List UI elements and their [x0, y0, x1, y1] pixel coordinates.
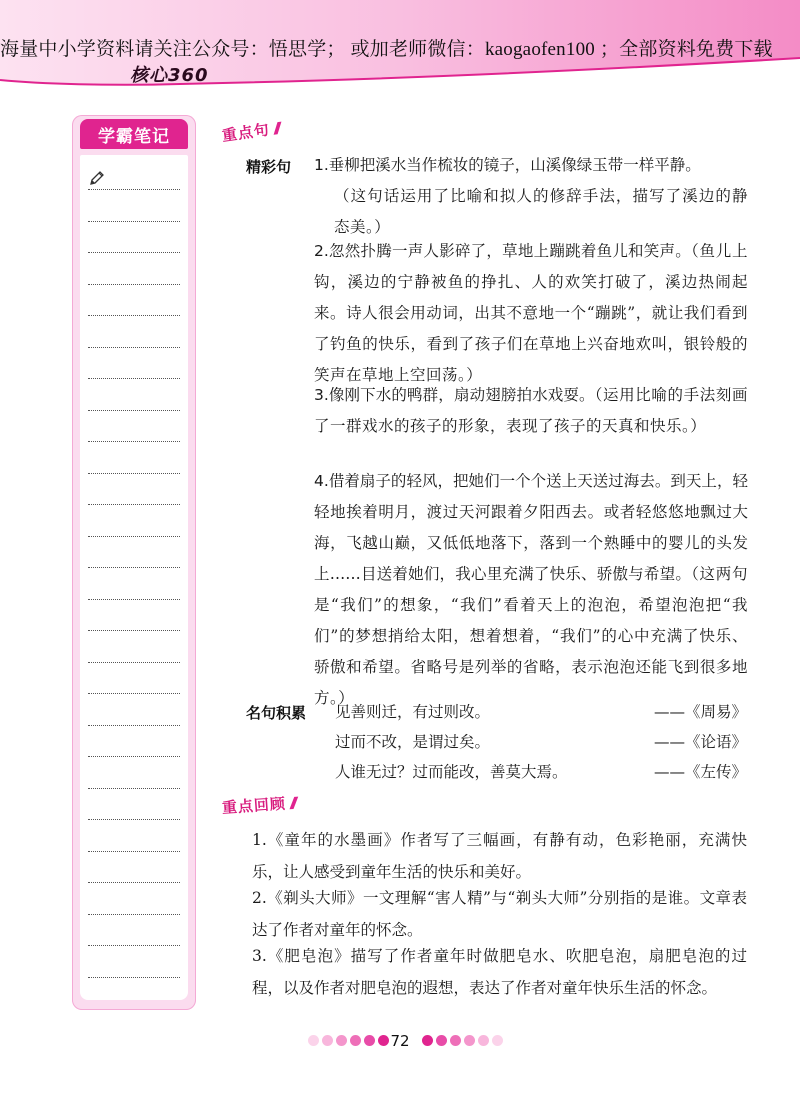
key-sentence-3-note: （运用比喻的手法刻画了一群戏水的孩子的形象，表现了孩子的天真和快乐。）: [314, 386, 748, 435]
review-item-1: [252, 824, 747, 888]
quote-row: [335, 700, 747, 730]
footer: [0, 1030, 800, 1054]
key-sentence-3-text: 像刚下水的鸭群，扇动翅膀拍水戏耍。: [328, 386, 595, 404]
note-line: [88, 473, 180, 474]
pencil-icon: [88, 169, 106, 187]
key-sentence-1-num: 1.: [314, 156, 329, 174]
section-heading-review: 重点回顾: [221, 792, 296, 818]
note-line: [88, 851, 180, 852]
note-line: [88, 977, 180, 978]
note-line: [88, 536, 180, 537]
note-line: [88, 567, 180, 568]
key-sentence-4-note: （这两句是“我们”的想象，“我们”看着天上的泡泡，希望泡泡把“我们”的梦想捎给太阳，想着想着，“我们”的心中充满了快乐、骄傲和希望。省略号是列举的省略，表示泡泡还能飞到很多地方。）: [314, 565, 748, 707]
note-line: [88, 599, 180, 600]
review-item-3-text: 《肥皂泡》描写了作者童年时做肥皂水、吹肥皂泡，扇肥皂泡的过程，以及作者对肥皂泡的遐想，表达了作者对童年快乐生活的怀念。: [252, 947, 747, 997]
page-number: 72: [390, 1032, 410, 1050]
note-line: [88, 819, 180, 820]
note-line: [88, 221, 180, 222]
footer-dot: [492, 1035, 503, 1046]
note-line: [88, 441, 180, 442]
notes-panel: [72, 115, 196, 1010]
label-famous-quotes: 名句积累: [246, 704, 307, 722]
key-sentence-2-text: 忽然扑腾一声人影碎了，草地上蹦跳着鱼儿和笑声。: [328, 242, 692, 260]
brand-logo: 核心360: [130, 65, 209, 86]
footer-dot: [422, 1035, 433, 1046]
key-sentence-1-note: （这句话运用了比喻和拟人的修辞手法，描写了溪边的静态美。）: [334, 187, 748, 236]
note-line: [88, 662, 180, 663]
note-line: [88, 252, 180, 253]
quote-source: ——《周易》: [653, 703, 747, 721]
key-sentence-3-num: 3.: [314, 386, 329, 404]
note-line: [88, 630, 180, 631]
review-item-3: [252, 940, 747, 1004]
note-line: [88, 882, 180, 883]
note-line: [88, 315, 180, 316]
note-line: [88, 788, 180, 789]
key-sentence-2-num: 2.: [314, 242, 329, 260]
note-line: [88, 725, 180, 726]
quote-row: [335, 730, 747, 760]
quote-row: [335, 760, 747, 790]
note-line: [88, 378, 180, 379]
note-line: [88, 693, 180, 694]
notes-title-box: [80, 119, 188, 149]
quote-source: ——《论语》: [653, 733, 747, 751]
footer-dot: [478, 1035, 489, 1046]
note-line: [88, 504, 180, 505]
key-sentence-4-text: 借着扇子的轻风，把她们一个个送上天送过海去。到天上，轻轻地挨着明月，渡过天河跟着夕阳西去。或者轻悠悠地飘过大海，飞越山巅，又低低地落下，落到一个熟睡中的婴儿的头发上……目送着她们，我心里充满了快乐、骄傲与希望。: [314, 472, 748, 583]
notes-title: 学霸笔记: [98, 127, 170, 147]
key-sentence-2-note: （鱼儿上钩，溪边的宁静被鱼的挣扎、人的欢笑打破了，溪边热闹起来。诗人很会用动词，出其不意地一个“蹦跳”，就让我们看到了钓鱼的快乐，看到了孩子们在草地上兴奋地欢叫，银铃般的笑声在草地上空回荡。）: [314, 242, 748, 384]
footer-dot: [464, 1035, 475, 1046]
note-line: [88, 347, 180, 348]
quote-text: 人谁无过？过而能改，善莫大焉。: [335, 763, 568, 781]
key-sentence-2: [314, 236, 748, 391]
notes-paper: [80, 155, 188, 1000]
review-item-2: [252, 882, 747, 946]
label-excellent-sentences: 精彩句: [246, 158, 292, 176]
key-sentence-4-num: 4.: [314, 472, 329, 490]
note-line: [88, 410, 180, 411]
footer-dot: [436, 1035, 447, 1046]
note-line: [88, 756, 180, 757]
section-heading-key-sentences: 重点句: [221, 117, 281, 146]
key-sentence-1: [314, 150, 748, 243]
review-item-3-num: 3.: [252, 947, 267, 965]
review-item-1-num: 1.: [252, 831, 267, 849]
key-sentence-3: [314, 380, 748, 442]
note-line: [88, 189, 180, 190]
note-line: [88, 284, 180, 285]
key-sentence-4: [314, 466, 748, 714]
quote-text: 过而不改，是谓过矣。: [335, 733, 491, 751]
note-line: [88, 945, 180, 946]
note-line: [88, 914, 180, 915]
review-item-1-text: 《童年的水墨画》作者写了三幅画，有静有动，色彩艳丽，充满快乐，让人感受到童年生活的快乐和美好。: [252, 831, 747, 881]
review-item-2-text: 《剃头大师》一文理解“害人精”与“剃头大师”分别指的是谁。文章表达了作者对童年的怀念。: [252, 889, 747, 939]
key-sentence-1-text: 垂柳把溪水当作梳妆的镜子，山溪像绿玉带一样平静。: [328, 156, 701, 174]
footer-dot: [450, 1035, 461, 1046]
quote-source: ——《左传》: [653, 763, 747, 781]
review-item-2-num: 2.: [252, 889, 267, 907]
banner-text: 海量中小学资料请关注公众号：悟思学； 或加老师微信：kaogaofen100 ；全部资料免费下载: [0, 39, 773, 60]
quote-text: 见善则迁，有过则改。: [335, 703, 491, 721]
